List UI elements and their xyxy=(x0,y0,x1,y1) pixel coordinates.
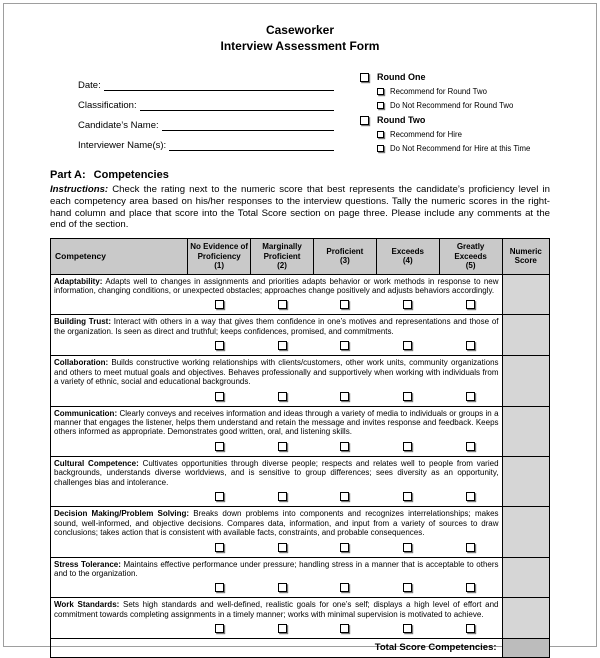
rating-checkbox-row xyxy=(51,488,550,507)
rating-checkbox[interactable] xyxy=(215,583,224,592)
table-row xyxy=(51,507,550,539)
competency-description: Adapts well to changes in assignments and priorities adapts behavior or work methods in response to new information, changing conditions, or unexpected obstacles; approaches change positively and adjusts behaviors accordingly. xyxy=(54,276,499,295)
part-a-title: Competencies xyxy=(93,169,169,182)
competency-term: Communication: xyxy=(54,408,118,418)
rating-checkbox[interactable] xyxy=(215,442,224,451)
rating-checkbox[interactable] xyxy=(340,442,349,451)
rating-checkbox[interactable] xyxy=(215,543,224,552)
competency-description-cell xyxy=(51,406,503,438)
rating-checkbox[interactable] xyxy=(466,492,475,501)
round-one-label: Round One xyxy=(377,72,426,83)
rating-checkbox[interactable] xyxy=(340,392,349,401)
do-not-recommend-round-two-label: Do Not Recommend for Round Two xyxy=(390,101,514,111)
rating-checkbox[interactable] xyxy=(466,392,475,401)
total-row xyxy=(51,639,550,658)
rating-checkbox[interactable] xyxy=(215,624,224,633)
rating-checkbox-row xyxy=(51,296,550,315)
rating-checkbox[interactable] xyxy=(278,392,287,401)
candidate-name-input-line[interactable] xyxy=(162,117,334,131)
competency-term: Collaboration: xyxy=(54,358,109,368)
rating-checkbox[interactable] xyxy=(340,341,349,350)
date-input-line[interactable] xyxy=(104,77,334,91)
competency-term: Building Trust: xyxy=(54,317,111,327)
rating-checkbox[interactable] xyxy=(278,341,287,350)
table-row xyxy=(51,315,550,337)
recommend-round-two-checkbox[interactable] xyxy=(377,88,384,95)
competencies-table xyxy=(50,238,550,658)
rating-checkbox[interactable] xyxy=(403,492,412,501)
rating-checkbox-row xyxy=(51,579,550,598)
header-marginally-proficient: Marginally Proficient (2) xyxy=(251,239,314,274)
rating-checkbox[interactable] xyxy=(278,624,287,633)
competency-description: Builds constructive working relationships with clients/customers, other work units, community organizations and others to meet mutual goals and objectives. Behaves professionally and supportively when working with individuals from a variety of ethnic, social and educational backgrounds. xyxy=(54,358,499,387)
candidate-name-field xyxy=(78,111,334,131)
header-fields-section xyxy=(50,71,550,158)
rating-checkbox[interactable] xyxy=(403,392,412,401)
numeric-score-cell[interactable] xyxy=(502,315,549,356)
classification-label: Classification: xyxy=(78,100,137,112)
do-not-recommend-hire-label: Do Not Recommend for Hire at this Time xyxy=(390,144,531,154)
form-title-line1: Caseworker xyxy=(265,23,335,37)
rating-checkbox[interactable] xyxy=(403,442,412,451)
header-competency: Competency xyxy=(51,239,188,274)
rating-checkbox[interactable] xyxy=(403,543,412,552)
do-not-recommend-round-two-checkbox[interactable] xyxy=(377,102,384,109)
rating-checkbox[interactable] xyxy=(466,442,475,451)
table-row xyxy=(51,406,550,438)
total-score-cell[interactable] xyxy=(502,639,549,658)
rating-checkbox[interactable] xyxy=(340,543,349,552)
instructions-paragraph xyxy=(50,184,550,231)
instructions-label: Instructions: xyxy=(50,184,109,196)
rating-checkbox[interactable] xyxy=(403,624,412,633)
competency-description-cell xyxy=(51,274,503,296)
rating-checkbox-row xyxy=(51,388,550,407)
table-row xyxy=(51,356,550,388)
numeric-score-cell[interactable] xyxy=(502,507,549,557)
competency-description-cell xyxy=(51,507,503,539)
competency-description-cell xyxy=(51,315,503,337)
rating-checkbox[interactable] xyxy=(466,300,475,309)
interviewer-name-field xyxy=(78,131,334,151)
do-not-recommend-hire-checkbox[interactable] xyxy=(377,145,384,152)
form-page xyxy=(3,3,597,654)
date-field xyxy=(78,71,334,91)
date-label: Date: xyxy=(78,80,101,92)
candidate-name-label: Candidate’s Name: xyxy=(78,120,159,132)
table-row xyxy=(51,598,550,620)
part-a-label: Part A: xyxy=(50,169,86,182)
rating-checkbox[interactable] xyxy=(278,543,287,552)
header-no-evidence: No Evidence of Proficiency (1) xyxy=(188,239,251,274)
header-numeric-score: Numeric Score xyxy=(502,239,549,274)
competency-description: Clearly conveys and receives information and ideas through a variety of media to individuals or groups in a manner that engages the listener, helps them understand and retain the message and invites response and feedback. Keeps others informed as appropriate. Demonstrates good written, oral, and listening skills. xyxy=(54,408,499,437)
competency-term: Adaptability: xyxy=(54,276,103,286)
recommend-round-two-label: Recommend for Round Two xyxy=(390,87,487,97)
competency-term: Work Standards: xyxy=(54,600,120,610)
part-a-heading xyxy=(50,169,550,181)
recommend-hire-label: Recommend for Hire xyxy=(390,130,462,140)
competency-description-cell xyxy=(51,598,503,620)
competency-description-cell xyxy=(51,557,503,579)
recommend-round-two-row xyxy=(377,87,550,96)
rating-checkbox[interactable] xyxy=(278,492,287,501)
rating-checkbox[interactable] xyxy=(340,624,349,633)
interviewer-name-input-line[interactable] xyxy=(169,137,334,151)
rating-checkbox[interactable] xyxy=(466,341,475,350)
competency-description: Breaks down problems into components and recognizes interrelationships; makes sound, well-informed, and objective decisions. Compares data, information, and input from a variety of sources to draw conclusions; takes action that is consistent with available facts, constraints, and probable consequences. xyxy=(54,509,499,538)
rating-checkbox[interactable] xyxy=(215,300,224,309)
recommend-hire-row xyxy=(377,130,550,139)
rating-checkbox-row xyxy=(51,337,550,356)
round-one-checkbox[interactable] xyxy=(360,73,369,82)
table-row xyxy=(51,274,550,296)
rating-checkbox-row xyxy=(51,438,550,457)
rating-checkbox-row xyxy=(51,539,550,558)
classification-field xyxy=(78,91,334,111)
identity-fields xyxy=(78,71,334,158)
rating-checkbox[interactable] xyxy=(278,583,287,592)
numeric-score-cell[interactable] xyxy=(502,598,549,639)
rating-checkbox[interactable] xyxy=(340,300,349,309)
rating-checkbox[interactable] xyxy=(215,392,224,401)
rating-checkbox[interactable] xyxy=(340,492,349,501)
competency-description-cell xyxy=(51,356,503,388)
classification-input-line[interactable] xyxy=(140,97,334,111)
numeric-score-cell[interactable] xyxy=(502,406,549,456)
round-two-row xyxy=(360,115,550,125)
numeric-score-cell[interactable] xyxy=(502,356,549,406)
competency-description: Sets high standards and well-defined, realistic goals for one’s self; displays a high level of effort and commitment towards completing assignments in a timely manner; works with minimal supervision is motivated to achieve. xyxy=(54,600,499,619)
round-two-label: Round Two xyxy=(377,115,426,126)
header-proficient: Proficient (3) xyxy=(313,239,376,274)
header-greatly-exceeds: Greatly Exceeds (5) xyxy=(439,239,502,274)
numeric-score-cell[interactable] xyxy=(502,557,549,598)
rating-checkbox[interactable] xyxy=(466,583,475,592)
numeric-score-cell[interactable] xyxy=(502,274,549,315)
rating-checkbox[interactable] xyxy=(215,492,224,501)
table-header-row xyxy=(51,239,550,274)
rating-checkbox-row xyxy=(51,620,550,639)
header-exceeds: Exceeds (4) xyxy=(376,239,439,274)
do-not-recommend-hire-row xyxy=(377,144,550,153)
rating-checkbox[interactable] xyxy=(403,583,412,592)
competency-description-cell xyxy=(51,456,503,488)
interviewer-name-label: Interviewer Name(s): xyxy=(78,140,167,152)
rating-checkbox[interactable] xyxy=(340,583,349,592)
competency-term: Stress Tolerance: xyxy=(54,559,121,569)
form-title-line2: Interview Assessment Form xyxy=(220,39,380,54)
rating-checkbox[interactable] xyxy=(215,341,224,350)
form-title xyxy=(50,22,550,54)
rating-checkbox[interactable] xyxy=(403,341,412,350)
competency-description: Interact with others in a way that gives them confidence in one’s motives and representations and those of the organization. Is seen as direct and truthful; keeps confidences, promised, and commitments. xyxy=(54,317,499,336)
recommendation-section xyxy=(360,71,550,158)
competency-description: Maintains effective performance under pressure; handling stress in a manner that is acceptable to others and to the organization. xyxy=(54,559,499,578)
competency-term: Decision Making/Problem Solving: xyxy=(54,509,190,519)
competency-description: Cultivates opportunities through diverse people; respects and relates well to people from varied backgrounds, understands diverse worldviews, and is sensitive to group differences; sees diversity as an opportunity, challenges bias and intolerance. xyxy=(54,458,499,487)
rating-checkbox[interactable] xyxy=(466,624,475,633)
numeric-score-cell[interactable] xyxy=(502,456,549,506)
recommend-hire-checkbox[interactable] xyxy=(377,131,384,138)
instructions-text: Check the rating next to the numeric score that best represents the candidate’s proficiency level in each competency area based on his/her responses to the interview questions. Tally the numeric scores in the right-hand column and place that score into the Total Score section on page three. Please include any comments at the end of the section. xyxy=(50,184,551,231)
round-two-checkbox[interactable] xyxy=(360,116,369,125)
rating-checkbox[interactable] xyxy=(278,442,287,451)
rating-checkbox[interactable] xyxy=(466,543,475,552)
rating-checkbox[interactable] xyxy=(403,300,412,309)
do-not-recommend-round-two-row xyxy=(377,101,550,110)
rating-checkbox[interactable] xyxy=(278,300,287,309)
competency-term: Cultural Competence: xyxy=(54,458,139,468)
round-one-row xyxy=(360,72,550,82)
total-score-label: Total Score Competencies: xyxy=(51,639,503,658)
table-row xyxy=(51,456,550,488)
table-row xyxy=(51,557,550,579)
